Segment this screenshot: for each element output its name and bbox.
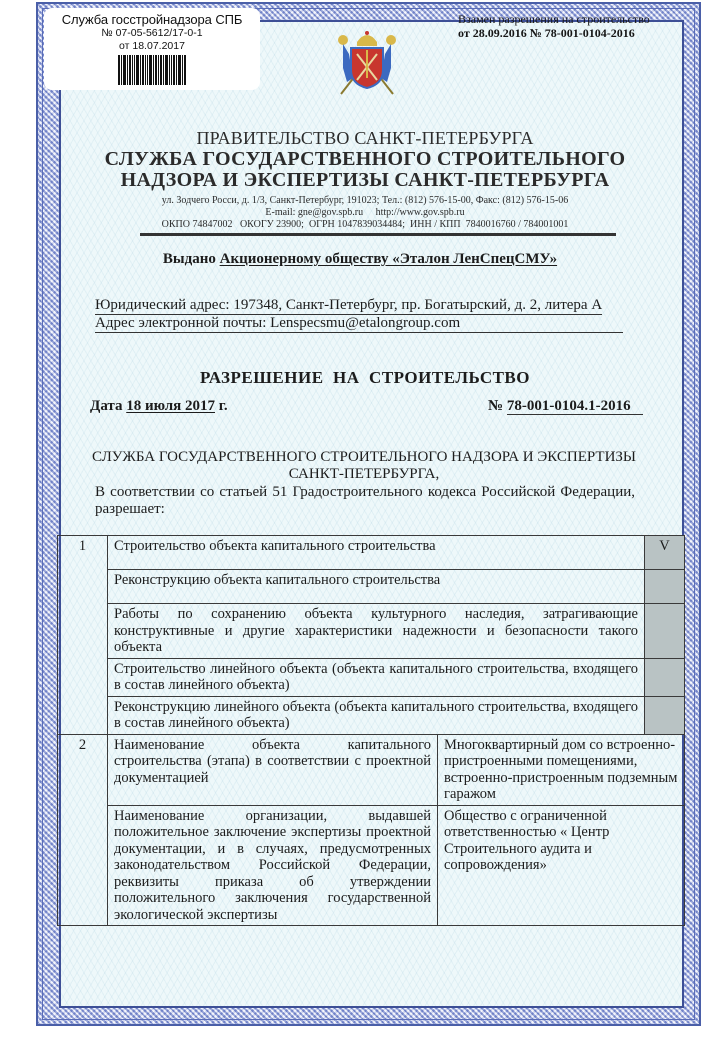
replacement-note-line1: Взамен разрешения на строительство: [458, 12, 650, 26]
legal-details: [95, 297, 623, 333]
agency-codes: ОКПО 74847002 ОКОГУ 23900; ОГРН 1047839034484; ИНН / КПП 7840016760 / 784001001: [161, 219, 569, 230]
replacement-note-line2: от 28.09.2016 № 78-001-0104-2016: [458, 26, 635, 40]
table-row: [58, 805, 685, 926]
table-row: [58, 536, 685, 570]
agency-header: [60, 128, 670, 231]
permit-table: [57, 535, 685, 926]
replacement-note: [458, 12, 678, 40]
work-type-checkbox: V: [645, 536, 685, 570]
legal-address: Юридический адрес: 197348, Санкт-Петербург, пр. Богатырский, д. 2, литера А: [95, 297, 603, 313]
table-row: [58, 696, 685, 734]
registration-stamp: [44, 8, 260, 90]
section-number: 2: [58, 734, 108, 926]
issuing-authority: [84, 449, 644, 483]
legal-email: Адрес электронной почты: Lenspecsmu@etalongroup.com: [95, 315, 623, 333]
work-type-cell: Реконструкцию линейного объекта (объекта капитального строительства, входящего в состав линейного объекта): [108, 696, 645, 734]
permit-number-label: №: [488, 398, 504, 414]
permit-title: РАЗРЕШЕНИЕ НА СТРОИТЕЛЬСТВО: [199, 368, 530, 387]
agency-contacts: E-mail: gne@gov.spb.ru http://www.gov.spb.ru: [265, 207, 465, 218]
issued-to-label: Выдано: [162, 251, 216, 267]
header-divider: [140, 233, 616, 236]
work-type-cell: Реконструкцию объекта капитального строительства: [108, 570, 645, 604]
work-type-cell: Строительство объекта капитального строительства: [108, 536, 645, 570]
field-label: Наименование организации, выдавшей положительное заключение экспертизы проектной документации, и в случаях, предусмотренных законодательством Российской Федерации, реквизиты приказа об утверждении положительного заключения государственной экологической экспертизы: [108, 805, 438, 926]
stamp-reg-date: от 18.07.2017: [119, 40, 185, 52]
issued-to: [60, 251, 660, 268]
issued-to-recipient: Акционерному обществу «Эталон ЛенСпецСМУ»: [219, 251, 558, 267]
permit-number: [488, 398, 684, 415]
permit-number-value: 78-001-0104.1-2016: [507, 398, 643, 415]
permit-date-value: 18 июля 2017: [126, 398, 215, 414]
field-value: Общество с ограниченной ответственностью « Центр Строительного аудита и сопровождения»: [438, 805, 685, 926]
table-row: [58, 734, 685, 805]
work-type-cell: Работы по сохранению объекта культурного наследия, затрагивающие конструктивные и другие характеристики надежности и безопасности такого объекта: [108, 604, 645, 659]
section-number: 1: [58, 536, 108, 735]
work-type-checkbox: [645, 658, 685, 696]
legal-basis: В соответствии со статьей 51 Градостроительного кодекса Российской Федерации, разрешает:: [95, 484, 635, 517]
work-type-checkbox: [645, 696, 685, 734]
work-type-cell: Строительство линейного объекта (объекта капитального строительства, входящего в состав линейного объекта): [108, 658, 645, 696]
coat-of-arms-icon: [335, 28, 399, 96]
work-type-checkbox: [645, 570, 685, 604]
service-name-line1: СЛУЖБА ГОСУДАРСТВЕННОГО СТРОИТЕЛЬНОГО: [104, 148, 626, 170]
agency-address: ул. Зодчего Росси, д. 1/3, Санкт-Петербург, 191023; Тел.: (812) 576-15-00, Факс: (812) 576-15-06: [161, 195, 569, 206]
table-row: [58, 570, 685, 604]
work-type-checkbox: [645, 604, 685, 659]
field-value: Многоквартирный дом со встроенно-пристроенными помещениями, встроенно-пристроенным подземным гаражом: [438, 734, 685, 805]
stamp-agency: Служба госстройнадзора СПБ: [61, 12, 243, 27]
service-name-line2: НАДЗОРА И ЭКСПЕРТИЗЫ САНКТ-ПЕТЕРБУРГА: [120, 169, 610, 191]
table-row: [58, 658, 685, 696]
permit-date: [90, 398, 228, 415]
table-row: [58, 604, 685, 659]
stamp-reg-number: № 07-05-5612/17-0-1: [101, 27, 203, 39]
permit-date-suffix: г.: [218, 398, 228, 414]
field-label: Наименование объекта капитального строительства (этапа) в соответствии с проектной документацией: [108, 734, 438, 805]
issuing-authority-line1: СЛУЖБА ГОСУДАРСТВЕННОГО СТРОИТЕЛЬНОГО НАДЗОРА И ЭКСПЕРТИЗЫ: [91, 449, 637, 465]
permit-date-label: Дата: [90, 398, 123, 414]
issuing-authority-line2: САНКТ-ПЕТЕРБУРГА,: [288, 466, 440, 482]
government-name: ПРАВИТЕЛЬСТВО САНКТ-ПЕТЕРБУРГА: [196, 128, 534, 148]
barcode-icon: [113, 55, 191, 85]
